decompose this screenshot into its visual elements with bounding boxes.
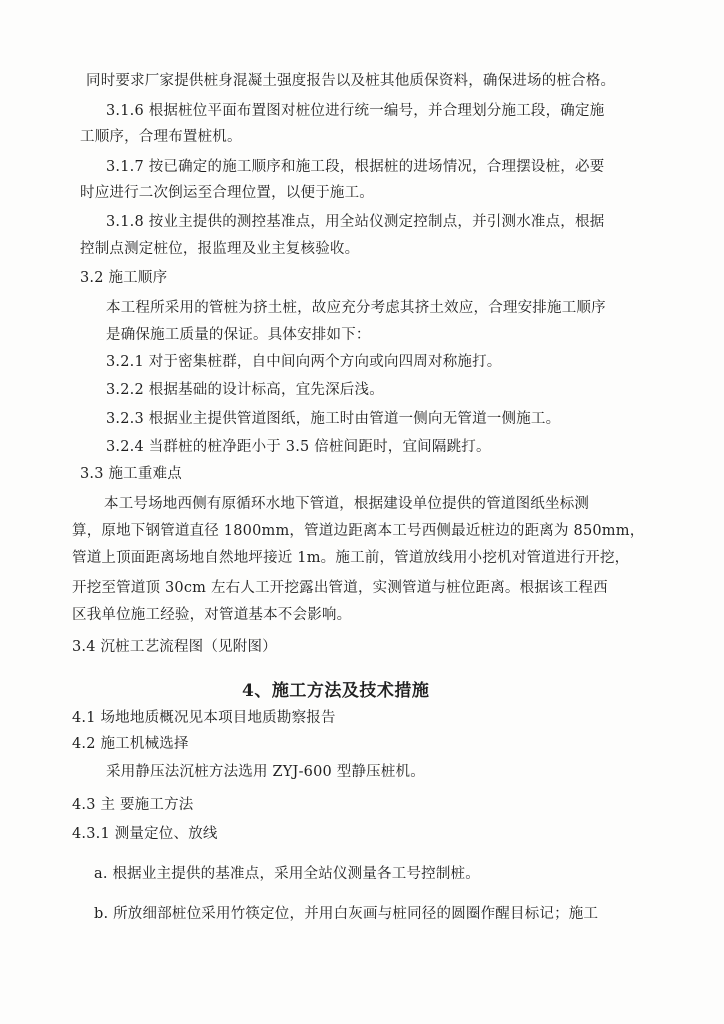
text-line: 3.2.2 根据基础的设计标高，宜先深后浅。 (106, 382, 384, 398)
section-heading: 3.3 施工重难点 (80, 466, 182, 482)
text-line: 采用静压法沉桩方法选用 ZYJ-600 型静压桩机。 (106, 764, 425, 780)
section-heading: 3.4 沉桩工艺流程图（见附图） (72, 639, 277, 655)
section-heading: 3.2 施工顺序 (80, 270, 168, 286)
text-line: 工顺序，合理布置桩机。 (80, 129, 242, 145)
text-line: 3.2.3 根据业主提供管道图纸，施工时由管道一侧向无管道一侧施工。 (106, 411, 561, 427)
section-heading: 4.1 场地地质概况见本项目地质勘察报告 (72, 710, 336, 726)
section-heading: 4.3 主 要施工方法 (72, 797, 194, 813)
list-item: b. 所放细部桩位采用竹筷定位，并用白灰画与桩同径的圆圈作醒目标记；施工 (94, 906, 599, 922)
text-line: 区我单位施工经验，对管道基本不会影响。 (72, 607, 352, 623)
text-line: 控制点测定桩位，报监理及业主复核验收。 (80, 241, 360, 257)
text-line: 时应进行二次倒运至合理位置，以便于施工。 (80, 185, 374, 201)
text-line: 开挖至管道顶 30cm 左右人工开挖露出管道，实测管道与桩位距离。根据该工程西 (72, 580, 608, 596)
text-line: 3.1.8 按业主提供的测控基准点，用全站仪测定控制点，并引测水准点，根据 (106, 214, 605, 230)
text-line: 同时要求厂家提供桩身混凝土强度报告以及桩其他质保资料，确保进场的桩合格。 (86, 73, 616, 89)
section-heading: 4.3.1 测量定位、放线 (72, 826, 218, 842)
text-line: 3.1.7 按已确定的施工顺序和施工段，根据桩的进场情况，合理摆设桩，必要 (106, 159, 605, 175)
list-item: a. 根据业主提供的基准点，采用全站仪测量各工号控制桩。 (94, 866, 480, 882)
text-line: 算，原地下钢管道直径 1800mm，管道边距离本工号西侧最近桩边的距离为 850mm， (72, 523, 645, 539)
text-line: 3.2.1 对于密集桩群，自中间向两个方向或向四周对称施打。 (106, 354, 502, 370)
text-line: 3.1.6 根据桩位平面布置图对桩位进行统一编号，并合理划分施工段，确定施 (106, 103, 605, 119)
section-heading: 4.2 施工机械选择 (72, 736, 189, 752)
text-line: 3.2.4 当群桩的桩净距小于 3.5 倍桩间距时，宜间隔跳打。 (106, 439, 491, 455)
text-line: 本工程所采用的管桩为挤土桩，故应充分考虑其挤土效应，合理安排施工顺序 (106, 300, 606, 316)
text-line: 本工号场地西侧有原循环水地下管道，根据建设单位提供的管道图纸坐标测 (104, 496, 590, 512)
text-line: 管道上顶面距离场地自然地坪接近 1m。施工前，管道放线用小挖机对管道进行开挖， (72, 550, 630, 566)
text-line: 是确保施工质量的保证。具体安排如下： (106, 327, 371, 343)
chapter-title: 4、施工方法及技术措施 (242, 681, 430, 701)
